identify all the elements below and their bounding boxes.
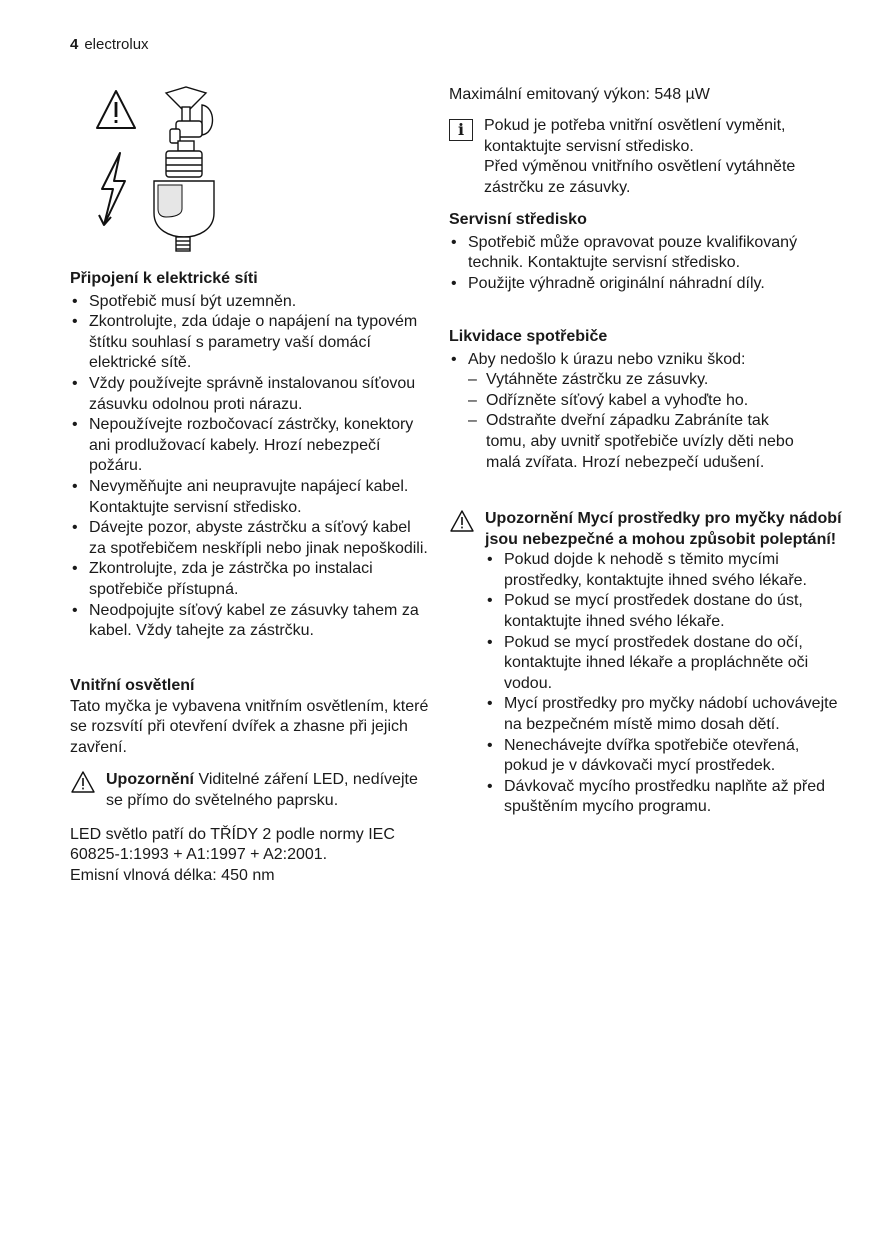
disposal-list bbox=[449, 350, 809, 371]
list-item: • Dávkovač mycího prostředku naplňte až před spuštěním mycího programu. bbox=[485, 777, 845, 818]
service-title: Servisní středisko bbox=[449, 211, 587, 228]
detergent-warning bbox=[449, 509, 845, 818]
list-item: • Pokud se mycí prostředek dostane do úst, kontaktujte ihned svého lékaře. bbox=[485, 591, 845, 632]
list-item: • Mycí prostředky pro myčky nádobí uchovávejte na bezpečném místě mimo dosah dětí. bbox=[485, 694, 845, 735]
list-item: • Neodpojujte síťový kabel ze zásuvky tahem za kabel. Vždy tahejte za zástrčku. bbox=[70, 601, 430, 642]
list-item: • Pokud dojde k nehodě s těmito mycími prostředky, kontaktujte ihned svého lékaře. bbox=[485, 550, 845, 591]
electric-shock-icon bbox=[99, 153, 125, 225]
wavelength-line: Emisní vlnová délka: 450 nm bbox=[70, 866, 275, 884]
illustration-graphic bbox=[90, 85, 250, 255]
list-item: • Nevyměňujte ani neupravujte napájecí kabel. Kontaktujte servisní středisko. bbox=[70, 477, 430, 518]
disposal-section bbox=[449, 327, 809, 473]
warning-body: Viditelné záření LED, nedívejte se přímo do světelného paprsku. bbox=[106, 771, 418, 809]
list-item: • Nenechávejte dvířka spotřebiče otevřená, pokud je v dávkovači mycí prostředek. bbox=[485, 736, 845, 777]
list-item: • Dávejte pozor, abyste zástrčku a síťový kabel za spotřebičem neskřípli nebo jinak nepoškodili. bbox=[70, 518, 430, 559]
warning-icon bbox=[449, 509, 475, 533]
detergent-warning-title: Upozornění Mycí prostředky pro myčky nádobí jsou nebezpečné a mohou způsobit poleptání! bbox=[485, 510, 842, 548]
led-warning bbox=[70, 770, 430, 811]
led-warning-text bbox=[106, 770, 430, 811]
list-item: • Zkontrolujte, zda je zástrčka po instalaci spotřebiče přístupná. bbox=[70, 559, 430, 600]
service-section bbox=[449, 210, 809, 294]
info-icon: i bbox=[449, 119, 473, 141]
warning-triangle-icon bbox=[97, 91, 135, 128]
page-header bbox=[70, 36, 149, 54]
info-note bbox=[449, 116, 844, 198]
lighting-section bbox=[70, 676, 430, 886]
sub-list-item: – Odstraňte dveřní západku Zabráníte tak tomu, aby uvnitř spotřebiče uvízly děti nebo malá zvířata. Hrozí nebezpečí udušení. bbox=[468, 411, 809, 473]
list-item: • Aby nedošlo k úrazu nebo vzniku škod: bbox=[449, 350, 809, 371]
list-item: • Spotřebič může opravovat pouze kvalifikovaný technik. Kontaktujte servisní středisko. bbox=[449, 233, 809, 274]
page-number: 4 bbox=[70, 36, 79, 53]
list-item: • Pokud se mycí prostředek dostane do očí, kontaktujte ihned lékaře a propláchněte oči vodou. bbox=[485, 633, 845, 695]
sub-list-item: – Vytáhněte zástrčku ze zásuvky. bbox=[468, 370, 809, 391]
warning-label: Upozornění bbox=[106, 771, 194, 789]
water-tap-safety-valve-icon bbox=[154, 87, 214, 251]
list-item: • Nepoužívejte rozbočovací zástrčky, konektory ani prodlužovací kabely. Hrozí nebezpečí požáru. bbox=[70, 415, 430, 477]
detergent-list bbox=[485, 550, 845, 818]
sub-list-item: – Odřízněte síťový kabel a vyhoďte ho. bbox=[468, 391, 809, 412]
list-item: • Použijte výhradně originální náhradní díly. bbox=[449, 274, 809, 295]
connection-list bbox=[70, 292, 430, 642]
list-item: • Vždy používejte správně instalovanou síťovou zásuvku odolnou proti nárazu. bbox=[70, 374, 430, 415]
warning-icon bbox=[70, 770, 96, 794]
list-item: • Zkontrolujte, zda údaje o napájení na typovém štítku souhlasí s parametry vaší domácí elektrické sítě. bbox=[70, 312, 430, 374]
illustration bbox=[90, 85, 250, 255]
disposal-sublist bbox=[449, 370, 809, 473]
led-spec-line: LED světlo patří do TŘÍDY 2 podle normy IEC 60825-1:1993 + A1:1997 + A2:2001. bbox=[70, 825, 395, 864]
lighting-title: Vnitřní osvětlení bbox=[70, 677, 195, 694]
lighting-text: Tato myčka je vybavena vnitřním osvětlením, které se rozsvítí při otevření dvířek a zhasne při jejich zavření. bbox=[70, 697, 429, 756]
disposal-title: Likvidace spotřebiče bbox=[449, 328, 608, 345]
max-power-line: Maximální emitovaný výkon: 548 µW bbox=[449, 86, 710, 103]
list-item: • Spotřebič musí být uzemněn. bbox=[70, 292, 430, 313]
brand-name: electrolux bbox=[84, 36, 149, 53]
service-list bbox=[449, 233, 809, 295]
info-line: Před výměnou vnitřního osvětlení vytáhněte zástrčku ze zásuvky. bbox=[484, 158, 796, 196]
connection-section bbox=[70, 269, 430, 642]
connection-title: Připojení k elektrické síti bbox=[70, 270, 258, 287]
info-line: Pokud je potřeba vnitřní osvětlení vyměnit, kontaktujte servisní středisko. bbox=[484, 117, 786, 155]
